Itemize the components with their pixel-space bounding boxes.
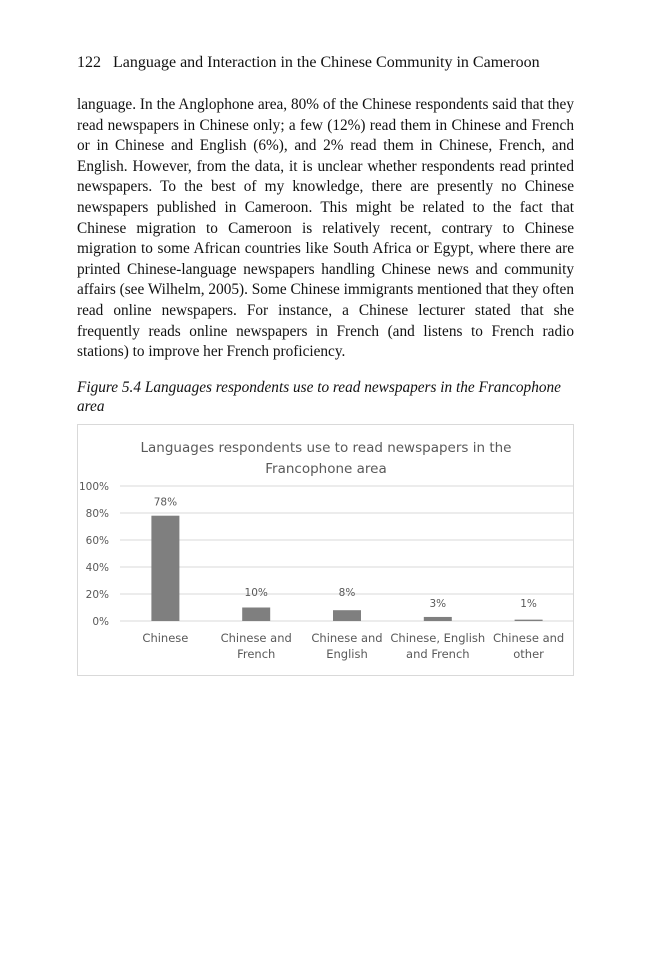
category-label: Chinese and (492, 631, 565, 645)
y-tick-label: 60% (85, 535, 109, 547)
category-label: French (237, 647, 276, 661)
category-label: Chinese and (220, 631, 292, 645)
category-label: other (513, 647, 544, 661)
category-label: and French (406, 647, 470, 661)
y-tick-label: 40% (85, 562, 109, 574)
bar (333, 610, 361, 621)
data-label: 8% (338, 587, 356, 599)
bar (515, 620, 543, 621)
category-label: English (326, 647, 368, 661)
category-label: Chinese and (311, 631, 383, 645)
data-label: 10% (244, 587, 268, 599)
data-label: 1% (520, 598, 537, 610)
data-label: 78% (153, 496, 178, 509)
data-label: 3% (429, 598, 447, 610)
bar (151, 516, 179, 621)
bar-chart (77, 424, 574, 676)
chart-title-line: Francophone area (265, 461, 387, 477)
figure-caption: Figure 5.4 Languages respondents use to read newspapers in the Francophone area (77, 379, 561, 415)
y-tick-label: 20% (85, 589, 109, 601)
page-number: 122 (77, 54, 101, 71)
category-label: Chinese (142, 631, 189, 645)
bar (242, 608, 270, 622)
y-tick-label: 100% (78, 481, 109, 493)
chart-title-line: Languages respondents use to read newspapers in the (140, 440, 512, 456)
body-paragraph: language. In the Anglophone area, 80% of the Chinese respondents said that they read newspapers in Chinese only; a few (12%) read them in Chinese and French or in Chinese and English (6%), and 2% read them in Chinese, French, and English. However, from the data, it is unclear whether respondents read printed newspapers. To the best of my knowledge, there are presently no Chinese newspapers published in Cameroon. This might be related to the fact that Chinese migration to Cameroon is relatively recent, contrary to Chinese migration to some African countries like South Africa or Egypt, where there are printed Chinese-language newspapers handling Chinese news and community affairs (see Wilhelm, 2005). Some Chinese immigrants mentioned that they often read online newspapers. For instance, a Chinese lecturer stated that she frequently reads online newspapers in French (and listens to French radio stations) to improve her French proficiency. (77, 96, 574, 361)
bar-chart-canvas (78, 425, 573, 675)
running-head (77, 54, 577, 72)
running-head-title: Language and Interaction in the Chinese Community in Cameroon (113, 54, 540, 71)
bar (424, 617, 452, 621)
category-label: Chinese, English (390, 631, 486, 645)
y-tick-label: 0% (92, 616, 109, 628)
y-tick-label: 80% (85, 508, 109, 520)
